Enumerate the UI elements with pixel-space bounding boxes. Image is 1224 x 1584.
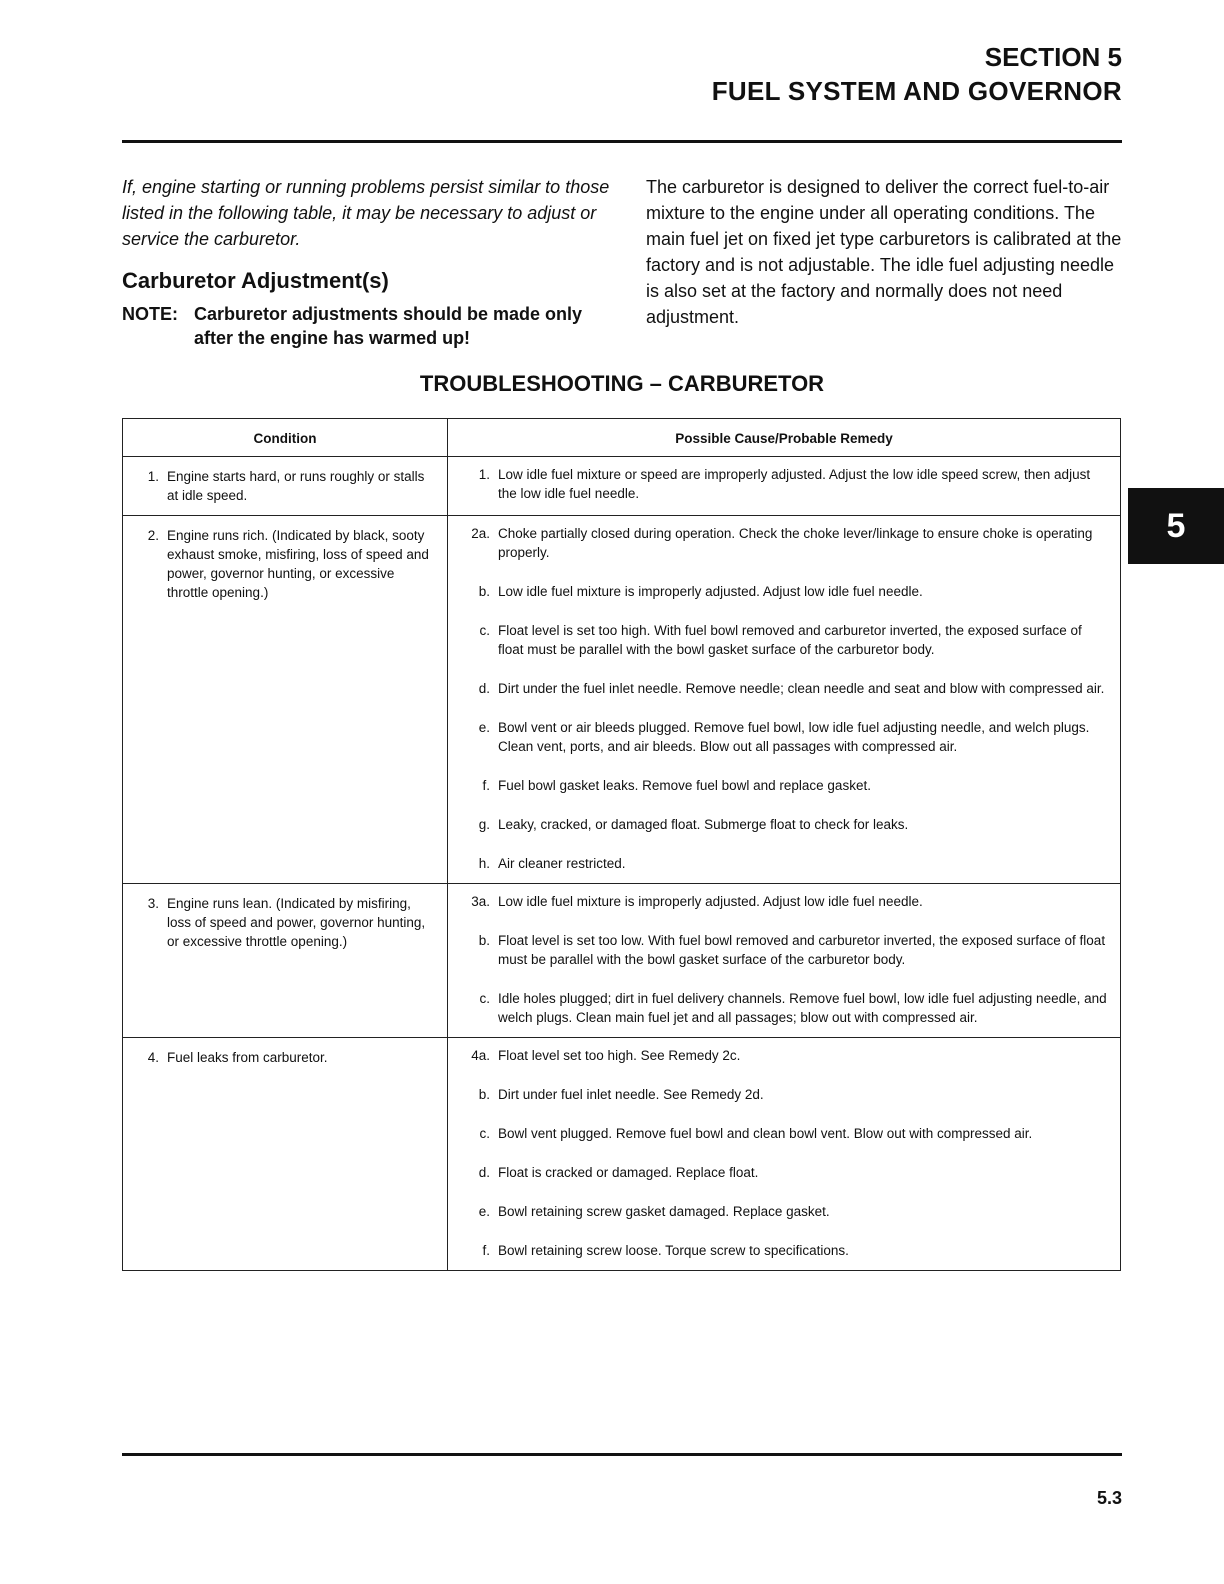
condition-cell <box>123 1038 448 1271</box>
remedy-label: 1. <box>478 467 490 482</box>
condition-cell <box>123 516 448 884</box>
remedy-label: f. <box>482 778 490 793</box>
remedy-label: 4a. <box>471 1048 490 1063</box>
remedy-text: Air cleaner restricted. <box>498 856 626 871</box>
remedy-item <box>460 854 1110 873</box>
condition-number: 3. <box>147 896 159 911</box>
intro-paragraph: If, engine starting or running problems persist similar to those listed in the following table, it may be necessary to adjust or service the carburetor. <box>122 177 610 249</box>
remedy-label: e. <box>478 1204 490 1219</box>
note-label: NOTE: <box>122 304 178 324</box>
remedy-text: Low idle fuel mixture or speed are improperly adjusted. Adjust the low idle speed screw, then adjust the low idle fuel needle. <box>498 467 1091 501</box>
remedy-label: h. <box>478 856 490 871</box>
remedy-header: Possible Cause/Probable Remedy <box>448 419 1121 457</box>
condition-text: Engine runs lean. (Indicated by misfiring, loss of speed and power, governor hunting, or excessive throttle opening.) <box>167 896 426 949</box>
condition-cell <box>123 457 448 516</box>
remedy-item <box>460 1241 1110 1260</box>
remedy-item <box>460 524 1110 562</box>
remedy-text: Low idle fuel mixture is improperly adjusted. Adjust low idle fuel needle. <box>498 584 923 599</box>
remedy-label: e. <box>478 720 490 735</box>
remedy-label: d. <box>478 681 490 696</box>
remedy-item <box>460 892 1110 911</box>
condition-cell <box>123 884 448 1038</box>
remedy-text: Float level set too high. See Remedy 2c. <box>498 1048 741 1063</box>
intro-right-paragraph: The carburetor is designed to deliver the correct fuel-to-air mixture to the engine under all operating conditions. The main fuel jet on fixed jet type carburetors is calibrated at the factory and is not adjustable. The idle fuel adjusting needle is also set at the factory and normally does not need adjustment. <box>646 177 1122 327</box>
remedy-text: Dirt under fuel inlet needle. See Remedy 2d. <box>498 1087 764 1102</box>
remedy-item <box>460 1163 1110 1182</box>
remedy-cell <box>448 884 1121 1038</box>
remedy-label: c. <box>479 991 490 1006</box>
remedy-label: f. <box>482 1243 490 1258</box>
section-header <box>712 40 1122 108</box>
condition-number: 1. <box>147 469 159 484</box>
remedy-label: b. <box>478 584 490 599</box>
remedy-text: Bowl retaining screw loose. Torque screw to specifications. <box>498 1243 849 1258</box>
condition-text: Engine starts hard, or runs roughly or stalls at idle speed. <box>167 469 425 503</box>
remedy-item <box>460 931 1110 969</box>
remedy-label: 2a. <box>471 526 490 541</box>
remedy-item <box>460 679 1110 698</box>
page-number: 5.3 <box>1096 1488 1122 1508</box>
remedy-cell <box>448 516 1121 884</box>
table-header-row <box>123 419 1121 457</box>
condition-text: Engine runs rich. (Indicated by black, sooty exhaust smoke, misfiring, loss of speed and power, governor hunting, or excessive throttle opening.) <box>167 528 429 600</box>
intro-left-column <box>122 174 612 350</box>
table-row <box>123 1038 1121 1271</box>
table-row <box>123 516 1121 884</box>
remedy-text: Idle holes plugged; dirt in fuel delivery channels. Remove fuel bowl, low idle fuel adjusting needle, and welch plugs. Clean main fuel jet and all passages; blow out with compressed air. <box>498 991 1107 1025</box>
remedy-item <box>460 718 1110 756</box>
top-divider <box>122 140 1122 143</box>
remedy-cell <box>448 1038 1121 1271</box>
remedy-text: Dirt under the fuel inlet needle. Remove needle; clean needle and seat and blow with compressed air. <box>498 681 1105 696</box>
remedy-text: Float is cracked or damaged. Replace float. <box>498 1165 759 1180</box>
note-text: Carburetor adjustments should be made only after the engine has warmed up! <box>194 304 583 348</box>
troubleshooting-title: TROUBLESHOOTING – CARBURETOR <box>419 371 825 396</box>
note <box>122 302 612 350</box>
remedy-text: Float level is set too high. With fuel bowl removed and carburetor inverted, the exposed surface of float must be parallel with the bowl gasket surface of the carburetor body. <box>498 623 1082 657</box>
remedy-item <box>460 776 1110 795</box>
remedy-text: Fuel bowl gasket leaks. Remove fuel bowl and replace gasket. <box>498 778 871 793</box>
remedy-label: c. <box>479 623 490 638</box>
table-row <box>123 884 1121 1038</box>
remedy-text: Bowl vent plugged. Remove fuel bowl and clean bowl vent. Blow out with compressed air. <box>498 1126 1033 1141</box>
bottom-divider <box>122 1453 1122 1456</box>
remedy-item <box>460 989 1110 1027</box>
remedy-item <box>460 815 1110 834</box>
table-row <box>123 457 1121 516</box>
section-number: SECTION 5 <box>984 42 1122 72</box>
remedy-text: Bowl retaining screw gasket damaged. Replace gasket. <box>498 1204 830 1219</box>
remedy-item <box>460 465 1110 503</box>
remedy-text: Float level is set too low. With fuel bowl removed and carburetor inverted, the exposed surface of float must be parallel with the bowl gasket surface of the carburetor body. <box>498 933 1106 967</box>
troubleshooting-table <box>122 418 1121 1271</box>
remedy-label: 3a. <box>471 894 490 909</box>
remedy-cell <box>448 457 1121 516</box>
remedy-label: g. <box>478 817 490 832</box>
subheading: Carburetor Adjustment(s) <box>122 268 389 293</box>
section-tab: 5 <box>1128 488 1224 564</box>
remedy-item <box>460 1202 1110 1221</box>
remedy-text: Bowl vent or air bleeds plugged. Remove fuel bowl, low idle fuel adjusting needle, and welch plugs. Clean vent, ports, and air bleeds. Blow out all passages with compressed air. <box>498 720 1090 754</box>
remedy-item <box>460 582 1110 601</box>
condition-text: Fuel leaks from carburetor. <box>167 1050 328 1065</box>
section-title: FUEL SYSTEM AND GOVERNOR <box>711 76 1122 106</box>
remedy-label: b. <box>478 1087 490 1102</box>
remedy-item <box>460 1046 1110 1065</box>
remedy-label: d. <box>478 1165 490 1180</box>
remedy-text: Leaky, cracked, or damaged float. Submerge float to check for leaks. <box>498 817 909 832</box>
remedy-item <box>460 1124 1110 1143</box>
remedy-text: Low idle fuel mixture is improperly adjusted. Adjust low idle fuel needle. <box>498 894 923 909</box>
condition-header: Condition <box>123 419 448 457</box>
condition-number: 4. <box>147 1050 159 1065</box>
remedy-label: b. <box>478 933 490 948</box>
condition-number: 2. <box>147 528 159 543</box>
remedy-item <box>460 1085 1110 1104</box>
remedy-text: Choke partially closed during operation. Check the choke lever/linkage to ensure choke is operating properly. <box>498 526 1093 560</box>
remedy-item <box>460 621 1110 659</box>
remedy-label: c. <box>479 1126 490 1141</box>
